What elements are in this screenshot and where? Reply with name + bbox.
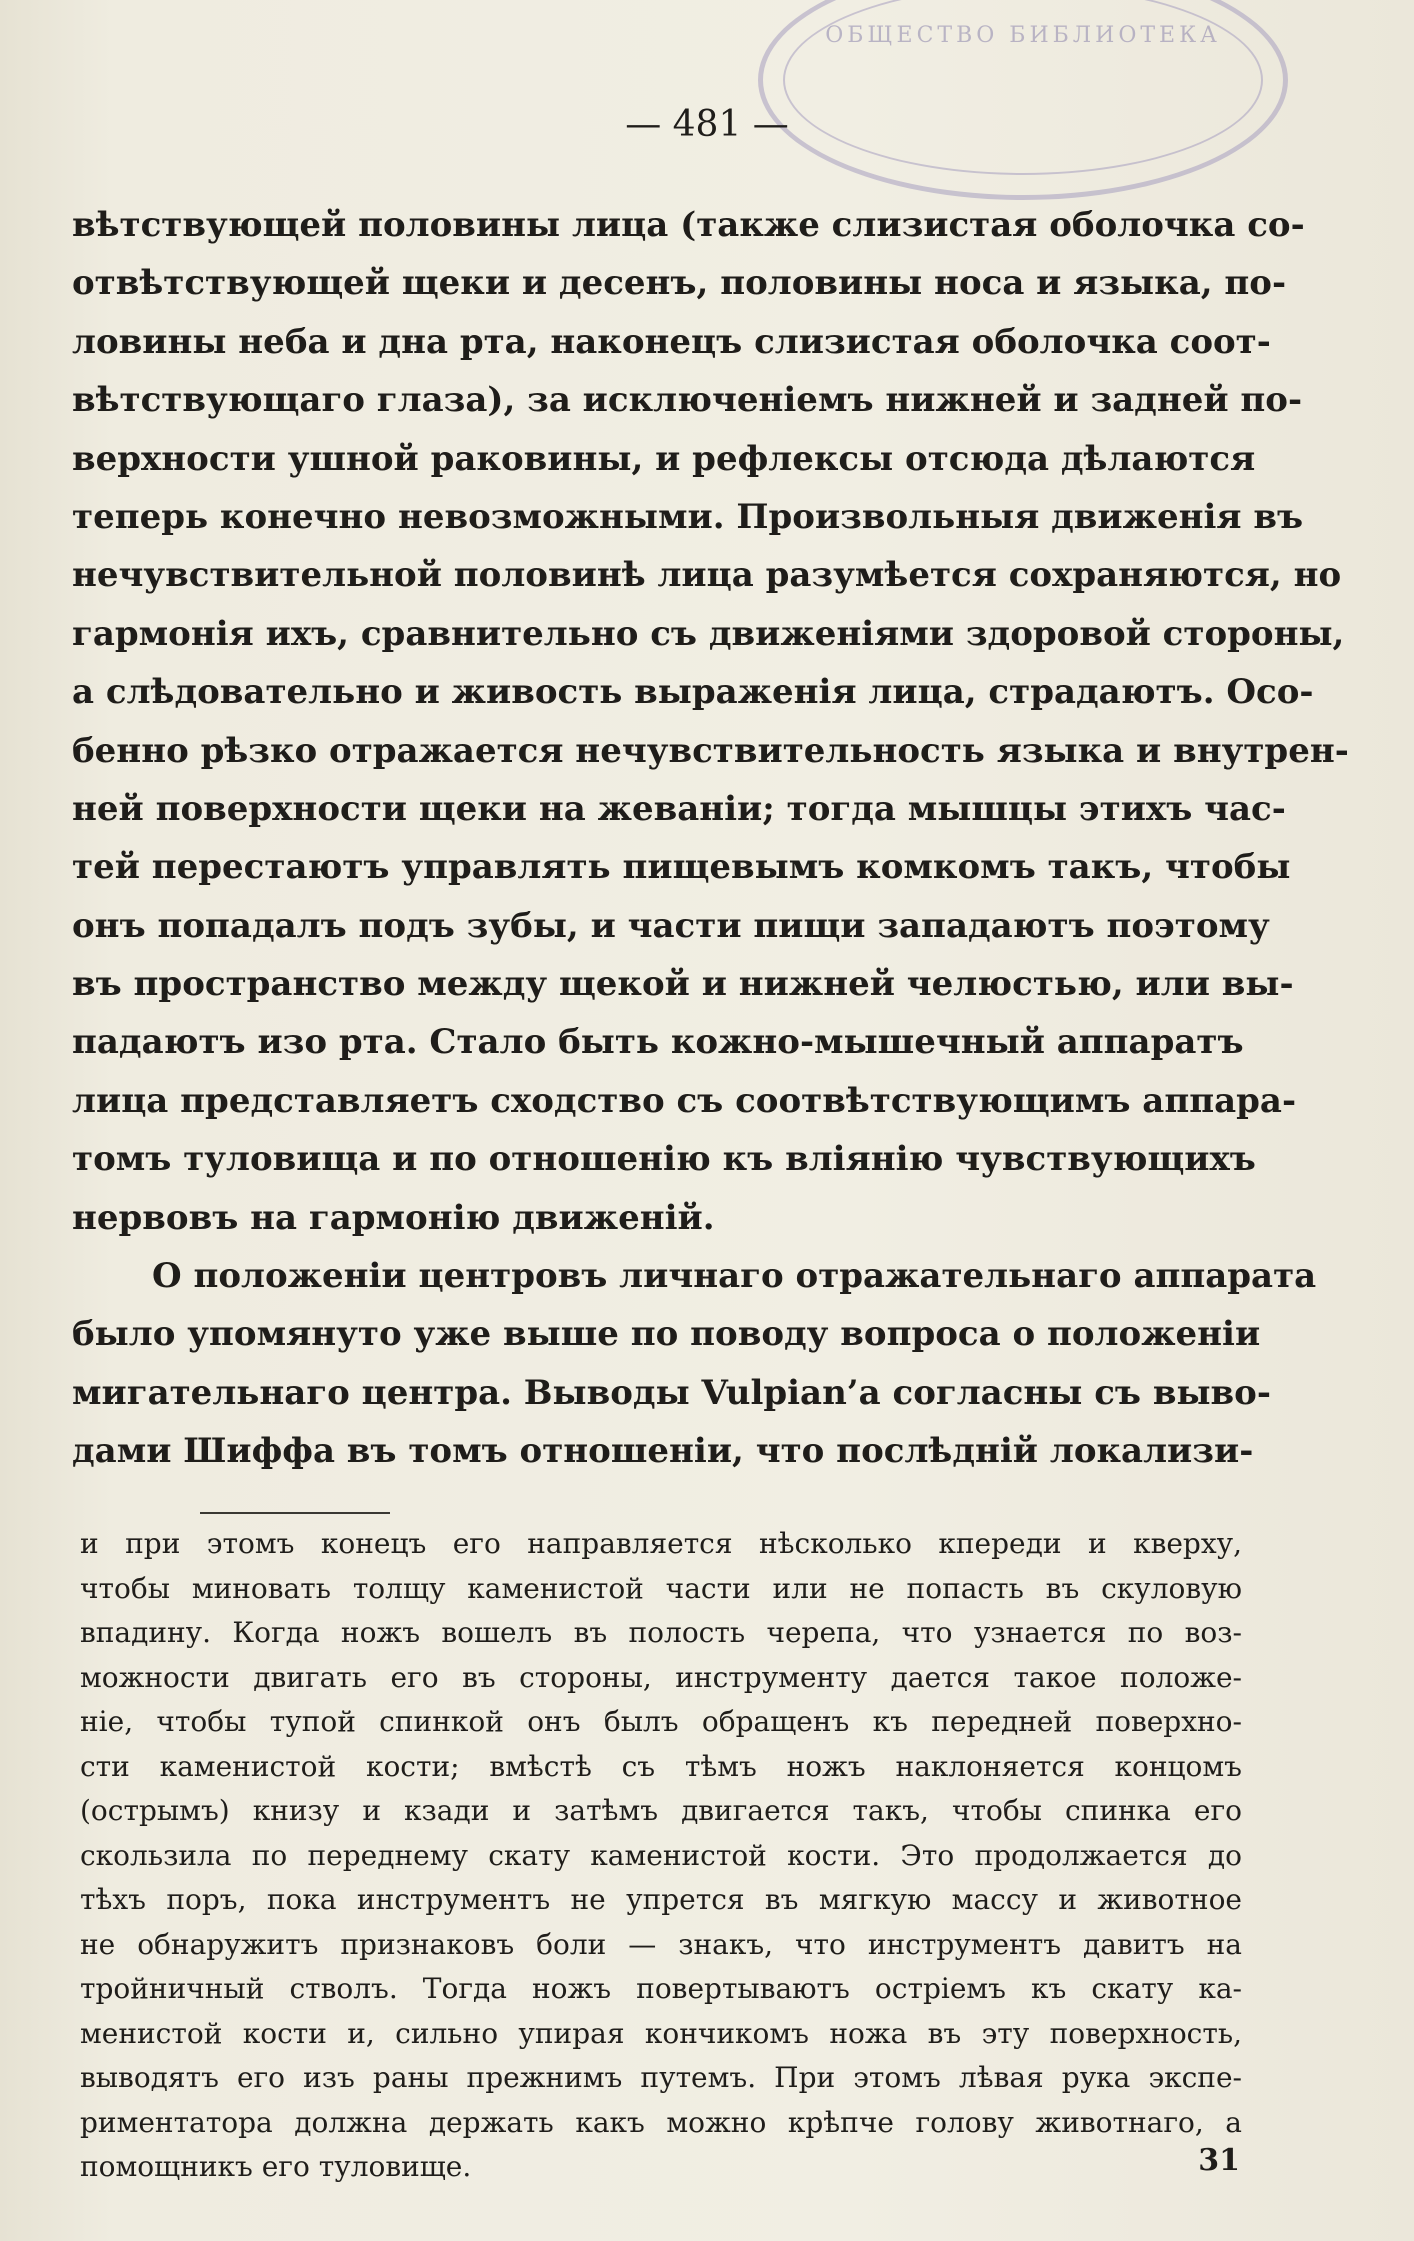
- footnote-line: и при этомъ конецъ его направляется нѣсколько кпереди и кверху,: [80, 1527, 1242, 1560]
- footnote-line: впадину. Когда ножъ вошелъ въ полость черепа, что узнается по воз-: [80, 1616, 1242, 1649]
- body-line: было упомянуто уже выше по поводу вопроса о положеніи: [72, 1314, 1261, 1355]
- library-stamp-text: ОБЩЕСТВО БИБЛИОТЕКА: [825, 23, 1221, 48]
- footnote-line: менистой кости и, сильно упирая кончикомъ ножа въ эту поверхность,: [80, 2016, 1242, 2050]
- footnote-line: тѣхъ поръ, пока инструментъ не упрется въ мягкую массу и животное: [80, 1883, 1242, 1916]
- footnote-line: сти каменистой кости; вмѣстѣ съ тѣмъ ножъ наклоняется концомъ: [80, 1749, 1242, 1783]
- body-line: мигательнаго центра. Выводы Vulpian’а согласны съ выво-: [72, 1372, 1271, 1413]
- body-line: вѣтствующей половины лица (также слизистая оболочка со-: [72, 205, 1305, 245]
- body-line: дами Шиффа въ томъ отношеніи, что послѣдній локализи-: [72, 1431, 1254, 1472]
- footnote-line: можности двигать его въ стороны, инструменту дается такое положе-: [80, 1660, 1242, 1694]
- body-line: онъ попадалъ подъ зубы, и части пищи западаютъ поэтому: [72, 905, 1270, 946]
- body-line: тей перестаютъ управлять пищевымъ комкомъ такъ, чтобы: [72, 847, 1291, 888]
- footnote-line: чтобы миновать толщу каменистой части или не попасть въ скуловую: [80, 1571, 1242, 1605]
- body-line: падаютъ изо рта. Стало быть кожно-мышечный аппаратъ: [72, 1022, 1244, 1063]
- footnote-line: скользила по переднему скату каменистой кости. Это продолжается до: [80, 1838, 1242, 1872]
- footnote-line: выводятъ его изъ раны прежнимъ путемъ. При этомъ лѣвая рука экспе-: [80, 2061, 1242, 2094]
- footnote-line: не обнаружитъ признаковъ боли — знакъ, что инструментъ давитъ на: [80, 1927, 1242, 1961]
- body-line: гармонія ихъ, сравнительно съ движеніями здоровой стороны,: [72, 613, 1345, 654]
- body-line: томъ туловища и по отношенію къ вліянію чувствующихъ: [72, 1139, 1256, 1180]
- body-line: бенно рѣзко отражается нечувствительность языка и внутрен-: [72, 730, 1349, 771]
- body-line: въ пространство между щекой и нижней челюстью, или вы-: [72, 964, 1294, 1005]
- body-line: отвѣтствующей щеки и десенъ, половины носа и языка, по-: [72, 263, 1287, 304]
- body-line: а слѣдовательно и живость выраженія лица, страдаютъ. Осо-: [72, 672, 1314, 713]
- body-line: теперь конечно невозможными. Произвольныя движенія въ: [72, 496, 1304, 537]
- body-line-paragraph-start: О положеніи центровъ личнаго отражательнаго аппарата: [152, 1256, 1317, 1297]
- footnote-line: риментатора должна держать какъ можно крѣпче голову животнаго, а: [80, 2105, 1242, 2139]
- body-line: ловины неба и дна рта, наконецъ слизистая оболочка соот-: [72, 321, 1271, 362]
- footnote-line: ніе, чтобы тупой спинкой онъ былъ обращенъ къ передней поверхно-: [80, 1705, 1242, 1738]
- footnote-line: помощникъ его туловище.: [80, 2150, 472, 2183]
- body-line: лица представляетъ сходство съ соотвѣтствующимъ аппара-: [72, 1080, 1297, 1121]
- body-line: нечувствительной половинѣ лица разумѣется сохраняются, но: [72, 555, 1342, 596]
- footnote-divider: [200, 1512, 390, 1514]
- body-text: [72, 196, 1349, 1481]
- body-line: верхности ушной раковины, и рефлексы отсюда дѣлаются: [72, 438, 1256, 479]
- body-line: ней поверхности щеки на жеваніи; тогда мышцы этихъ час-: [72, 788, 1286, 829]
- page-number: — 481 —: [625, 104, 789, 145]
- footnote-line: (острымъ) книзу и кзади и затѣмъ двигается такъ, чтобы спинка его: [80, 1794, 1242, 1827]
- body-line: вѣтствующаго глаза), за исключеніемъ нижней и задней по-: [72, 380, 1303, 421]
- footnote-line: тройничный стволъ. Тогда ножъ повертываютъ остріемъ къ скату ка-: [80, 1972, 1242, 2005]
- library-stamp: [758, 0, 1288, 200]
- printer-signature-mark: 31: [1198, 2143, 1240, 2178]
- body-line: нервовъ на гармонію движеній.: [72, 1197, 715, 1238]
- footnote-text: [80, 1522, 1242, 2190]
